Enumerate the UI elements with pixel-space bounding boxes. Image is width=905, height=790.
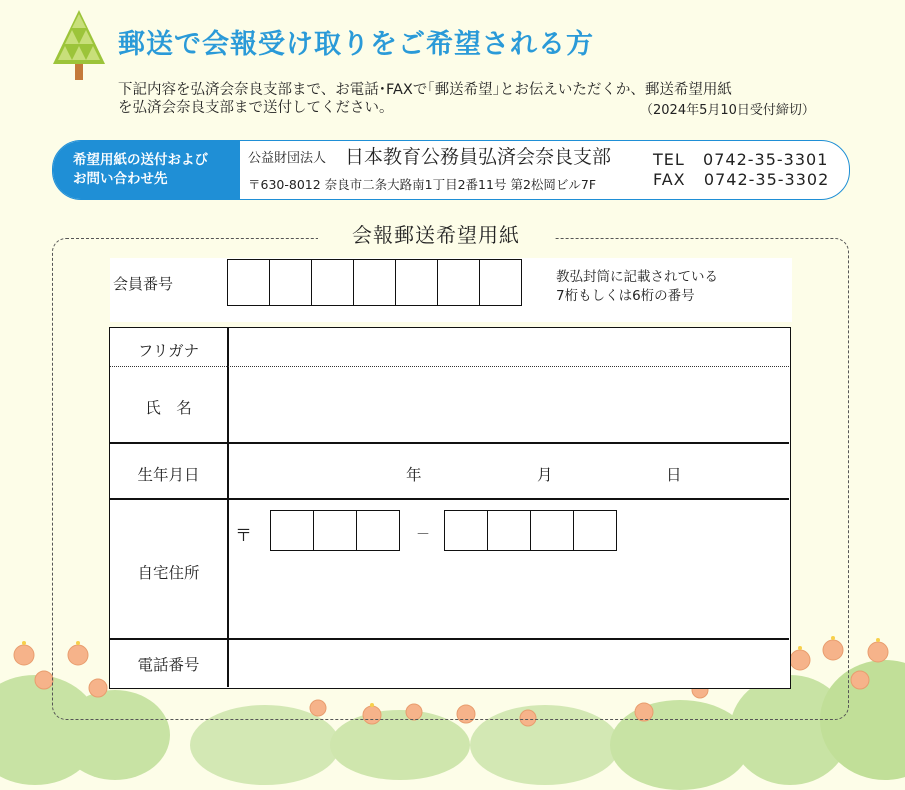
zip-digit-box[interactable] bbox=[271, 511, 314, 550]
member-digit-box[interactable] bbox=[354, 260, 396, 305]
birthdate-field[interactable] bbox=[229, 444, 789, 498]
month-label: 月 bbox=[537, 466, 553, 484]
member-digit-box[interactable] bbox=[480, 260, 522, 305]
contact-label-line2: お問い合わせ先 bbox=[73, 171, 168, 187]
zip-first-boxes bbox=[270, 510, 400, 551]
row-divider bbox=[110, 498, 789, 500]
zip-digit-box[interactable] bbox=[574, 511, 617, 550]
birthdate-label: 生年月日 bbox=[137, 466, 200, 484]
intro-text-line1: 下記内容を弘済会奈良支部まで、お電話･FAXで｢郵送希望｣とお伝えいただくか、郵送希望用紙 bbox=[118, 82, 732, 98]
address-field[interactable] bbox=[229, 554, 789, 636]
contact-label bbox=[53, 141, 240, 199]
tel-number: TEL 0742-35-3301 bbox=[653, 150, 829, 169]
member-digit-box[interactable] bbox=[438, 260, 480, 305]
day-label: 日 bbox=[666, 466, 682, 484]
org-type: 公益財団法人 bbox=[248, 151, 327, 166]
furigana-label: フリガナ bbox=[137, 342, 200, 360]
name-field[interactable] bbox=[229, 368, 789, 442]
member-note-line1: 教弘封筒に記載されている bbox=[556, 269, 718, 285]
form-table bbox=[109, 327, 791, 689]
row-divider bbox=[110, 366, 789, 367]
zip-second-boxes bbox=[444, 510, 617, 551]
member-digit-box[interactable] bbox=[312, 260, 354, 305]
zip-digit-box[interactable] bbox=[488, 511, 531, 550]
org-address: 〒630-8012 奈良市二条大路南1丁目2番11号 第2松岡ビル7F bbox=[248, 177, 597, 192]
member-digit-box[interactable] bbox=[270, 260, 312, 305]
page-title: 郵送で会報受け取りをご希望される方 bbox=[118, 29, 594, 60]
form-title: 会報郵送希望用紙 bbox=[318, 220, 554, 250]
member-number-boxes bbox=[227, 259, 522, 306]
org-name: 日本教育公務員弘済会奈良支部 bbox=[345, 146, 612, 168]
year-label: 年 bbox=[406, 466, 422, 484]
name-label: 氏 名 bbox=[145, 399, 192, 417]
member-note-line2: 7桁もしくは6桁の番号 bbox=[556, 288, 695, 304]
zip-digit-box[interactable] bbox=[357, 511, 400, 550]
member-number-label: 会員番号 bbox=[113, 275, 174, 293]
zip-digit-box[interactable] bbox=[531, 511, 574, 550]
zip-digit-box[interactable] bbox=[445, 511, 488, 550]
tree-icon bbox=[50, 8, 108, 80]
contact-label-line1: 希望用紙の送付および bbox=[73, 152, 208, 168]
phone-label: 電話番号 bbox=[137, 656, 200, 674]
address-label: 自宅住所 bbox=[137, 564, 200, 582]
fax-number: FAX 0742-35-3302 bbox=[653, 170, 830, 189]
zip-digit-box[interactable] bbox=[314, 511, 357, 550]
furigana-field[interactable] bbox=[229, 328, 789, 366]
member-digit-box[interactable] bbox=[396, 260, 438, 305]
deadline-note: （2024年5月10日受付締切） bbox=[640, 103, 815, 118]
intro-text-line2: を弘済会奈良支部まで送付してください。 bbox=[118, 100, 394, 116]
phone-field[interactable] bbox=[229, 640, 789, 687]
zip-dash: － bbox=[416, 527, 430, 543]
member-digit-box[interactable] bbox=[228, 260, 270, 305]
postal-mark: 〒 bbox=[235, 526, 252, 546]
